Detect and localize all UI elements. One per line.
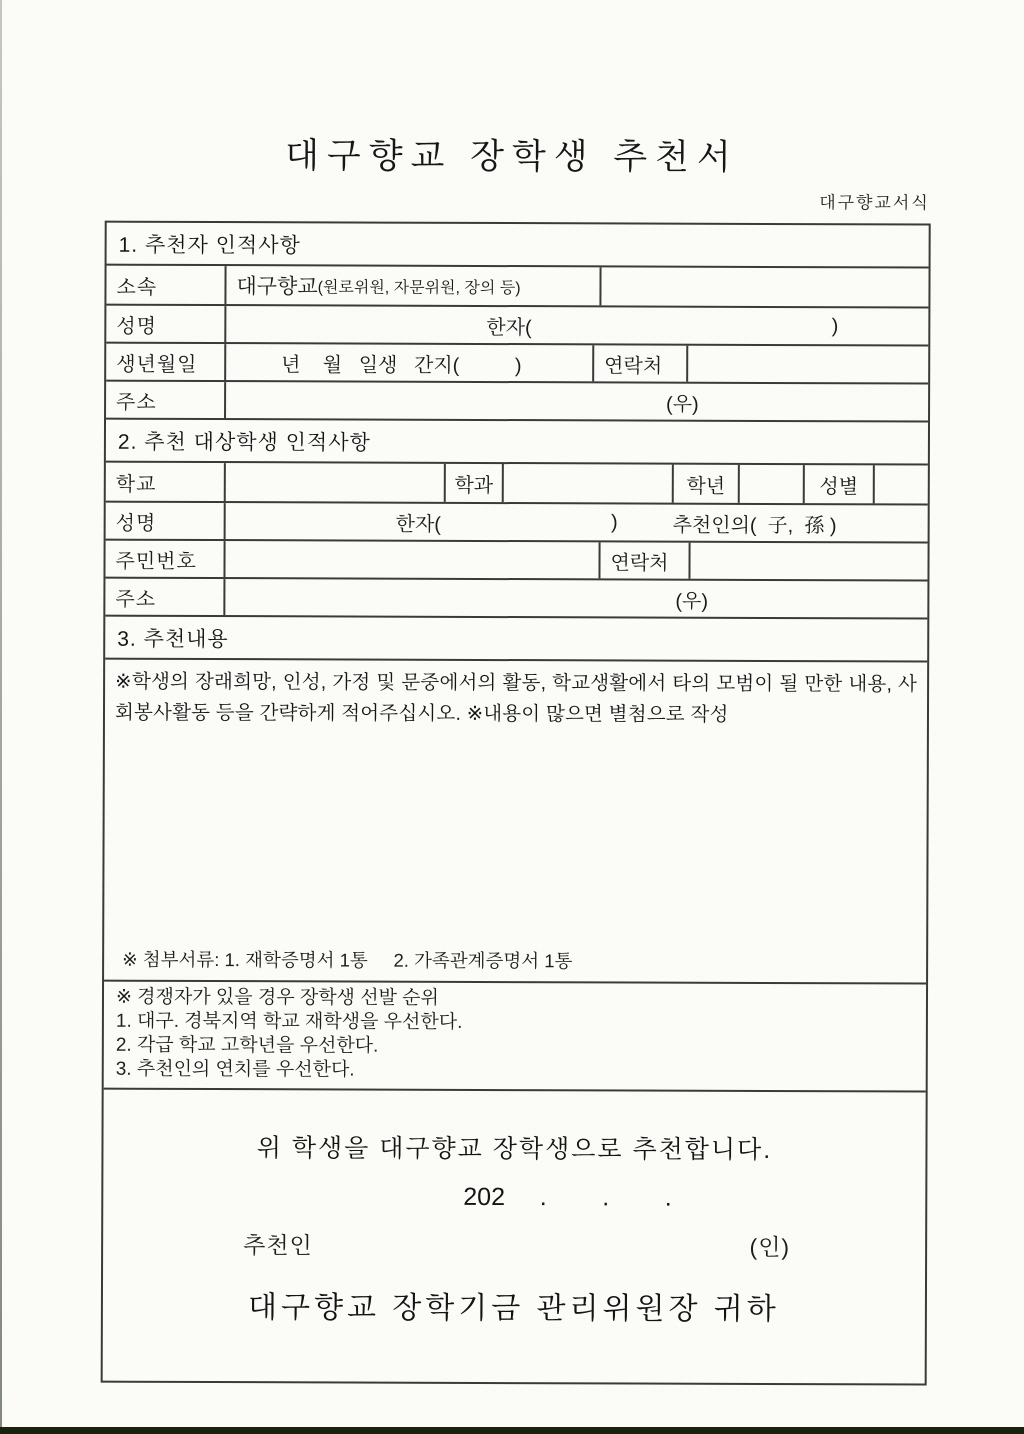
recommender-name-label: 성명	[106, 306, 226, 342]
school-field	[226, 463, 446, 502]
student-address-field	[225, 579, 927, 617]
affiliation-label: 소속	[106, 266, 226, 304]
scan-edge-bottom	[0, 1427, 1024, 1434]
recommender-address-label: 주소	[106, 382, 226, 418]
affiliation-row	[106, 266, 928, 309]
recommendation-form	[101, 221, 931, 1386]
section-2-header: 2. 추천 대상학생 인적사항	[106, 420, 928, 466]
recommender-contact-field	[688, 346, 928, 383]
student-name-row	[106, 503, 928, 544]
recipient-line: 대구향교 장학기금 관리위원장 귀하	[248, 1291, 780, 1327]
affiliation-value-note: (원로위원, 자문위원, 장의 등)	[317, 278, 521, 297]
grade-field	[740, 465, 805, 503]
hanja-open: 한자(	[486, 316, 532, 339]
school-label: 학교	[106, 463, 226, 501]
signature-box	[103, 1128, 926, 1384]
birth-label: 생년월일	[106, 344, 226, 380]
section-3-header: 3. 추천내용	[105, 617, 927, 663]
birth-row	[106, 344, 928, 385]
section-1-header: 1. 추천자 인적사항	[107, 223, 929, 269]
gender-field	[875, 465, 928, 503]
criteria-item-2: 2. 각급 학교 고학년을 우선한다.	[115, 1034, 379, 1057]
dept-label: 학과	[446, 464, 504, 502]
page-title: 대구향교 장학생 추천서	[285, 136, 739, 177]
scan-edge-left	[0, 0, 2, 1434]
recommendation-write-area	[114, 729, 917, 949]
form-code-label: 대구향교서식	[819, 193, 930, 213]
birth-field: 년 월 일생 간지( )	[226, 344, 594, 381]
dept-field	[504, 464, 674, 503]
student-name-label: 성명	[106, 503, 226, 539]
recommender-name-row	[106, 306, 928, 347]
student-id-label: 주민번호	[105, 541, 225, 577]
recommendation-statement: 위 학생을 대구향교 장학생으로 추천합니다.	[256, 1134, 773, 1164]
school-row	[106, 463, 928, 506]
student-id-field	[225, 541, 600, 578]
criteria-title: ※ 경쟁자가 있을 경우 장학생 선발 순위	[115, 986, 439, 1009]
criteria-item-1: 1. 대구. 경북지역 학교 재학생을 우선한다.	[115, 1010, 463, 1033]
student-contact-field	[690, 543, 927, 580]
student-name-field	[226, 503, 928, 541]
recommender-sign-label: 추천인	[243, 1232, 313, 1259]
student-hanja-close: )	[610, 510, 618, 533]
student-address-row	[105, 579, 927, 620]
student-address-label: 주소	[105, 579, 225, 615]
gender-label: 성별	[805, 465, 875, 503]
student-id-row	[105, 541, 927, 582]
affiliation-value	[226, 266, 601, 305]
sign-line	[103, 1227, 925, 1263]
recommender-postal-label: (우)	[666, 393, 699, 416]
grade-label: 학년	[674, 465, 740, 503]
recommender-address-field	[226, 382, 928, 420]
student-hanja-open: 한자(	[395, 513, 442, 536]
recommender-name-field	[226, 306, 928, 344]
selection-criteria-box	[104, 982, 926, 1093]
hanja-close: )	[831, 314, 839, 337]
recommender-contact-label: 연락처	[594, 345, 688, 381]
recommendation-instruction: ※학생의 장래희망, 인성, 가정 및 문중에서의 활동, 학교생활에서 타의 모범이 될 만한 내용, 사회봉사활동 등을 간략하게 적어주십시오. ※내용이 많으면 별첨으로 작성	[114, 670, 918, 726]
recommender-address-row	[106, 382, 928, 423]
seal-label: (인)	[749, 1233, 791, 1261]
recommendation-content-box	[104, 660, 927, 985]
student-postal-label: (우)	[675, 590, 709, 613]
affiliation-extra-field	[601, 267, 928, 306]
relation-field: 추천인의( 子, 孫 )	[672, 514, 837, 537]
affiliation-value-main: 대구향교	[236, 275, 318, 299]
date-line: 202 . . .	[463, 1182, 672, 1212]
student-contact-label: 연락처	[600, 542, 690, 578]
attachments-note: ※ 첨부서류: 1. 재학증명서 1통 2. 가족관계증명서 1통	[122, 948, 573, 972]
criteria-item-3: 3. 추천인의 연치를 우선한다.	[115, 1058, 355, 1081]
